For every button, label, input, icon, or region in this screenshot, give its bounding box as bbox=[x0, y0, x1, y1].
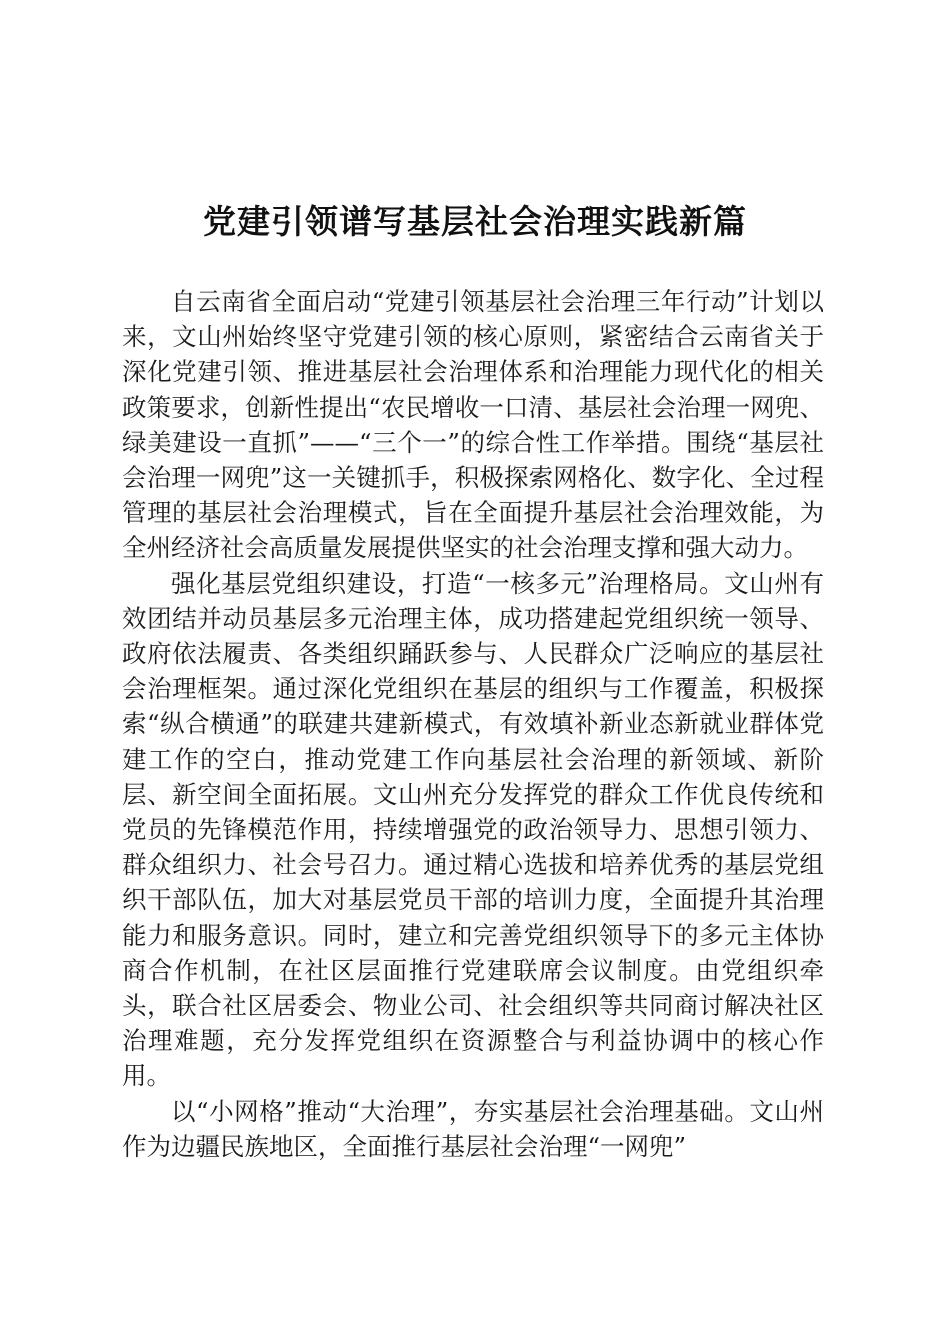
paragraph-intro: 自云南省全面启动“党建引领基层社会治理三年行动”计划以来，文山州始终坚守党建引领的核心原则，紧密结合云南省关于深化党建引领、推进基层社会治理体系和治理能力现代化的相关政策要求，创新性提出“农民增收一口清、基层社会治理一网兜、绿美建设一直抓”——“三个一”的综合性工作举措。围绕“基层社会治理一网兜”这一关键抓手，积极探索网格化、数字化、全过程管理的基层社会治理模式，旨在全面提升基层社会治理效能，为全州经济社会高质量发展提供坚实的社会治理支撑和强大动力。 bbox=[122, 287, 824, 563]
document-title: 党建引领谱写基层社会治理实践新篇 bbox=[203, 202, 747, 241]
document-body bbox=[122, 284, 824, 1164]
paragraph-grid-governance: 以“小网格”推动“大治理”，夯实基层社会治理基础。文山州作为边疆民族地区，全面推行基层社会治理“一网兜” bbox=[122, 1096, 824, 1161]
paragraph-party-building: 强化基层党组织建设，打造“一核多元”治理格局。文山州有效团结并动员基层多元治理主体，成功搭建起党组织统一领导、政府依法履责、各类组织踊跃参与、人民群众广泛响应的基层社会治理框架。通过深化党组织在基层的组织与工作覆盖，积极探索“纵合横通”的联建共建新模式，有效填补新业态新就业群体党建工作的空白，推动党建工作向基层社会治理的新领域、新阶层、新空间全面拓展。文山州充分发挥党的群众工作优良传统和党员的先锋模范作用，持续增强党的政治领导力、思想引领力、群众组织力、社会号召力。通过精心选拔和培养优秀的基层党组织干部队伍，加大对基层党员干部的培训力度，全面提升其治理能力和服务意识。同时，建立和完善党组织领导下的多元主体协商合作机制，在社区层面推行党建联席会议制度。由党组织牵头，联合社区居委会、物业公司、社会组织等共同商讨解决社区治理难题，充分发挥党组织在资源整合与利益协调中的核心作用。 bbox=[122, 568, 824, 1091]
